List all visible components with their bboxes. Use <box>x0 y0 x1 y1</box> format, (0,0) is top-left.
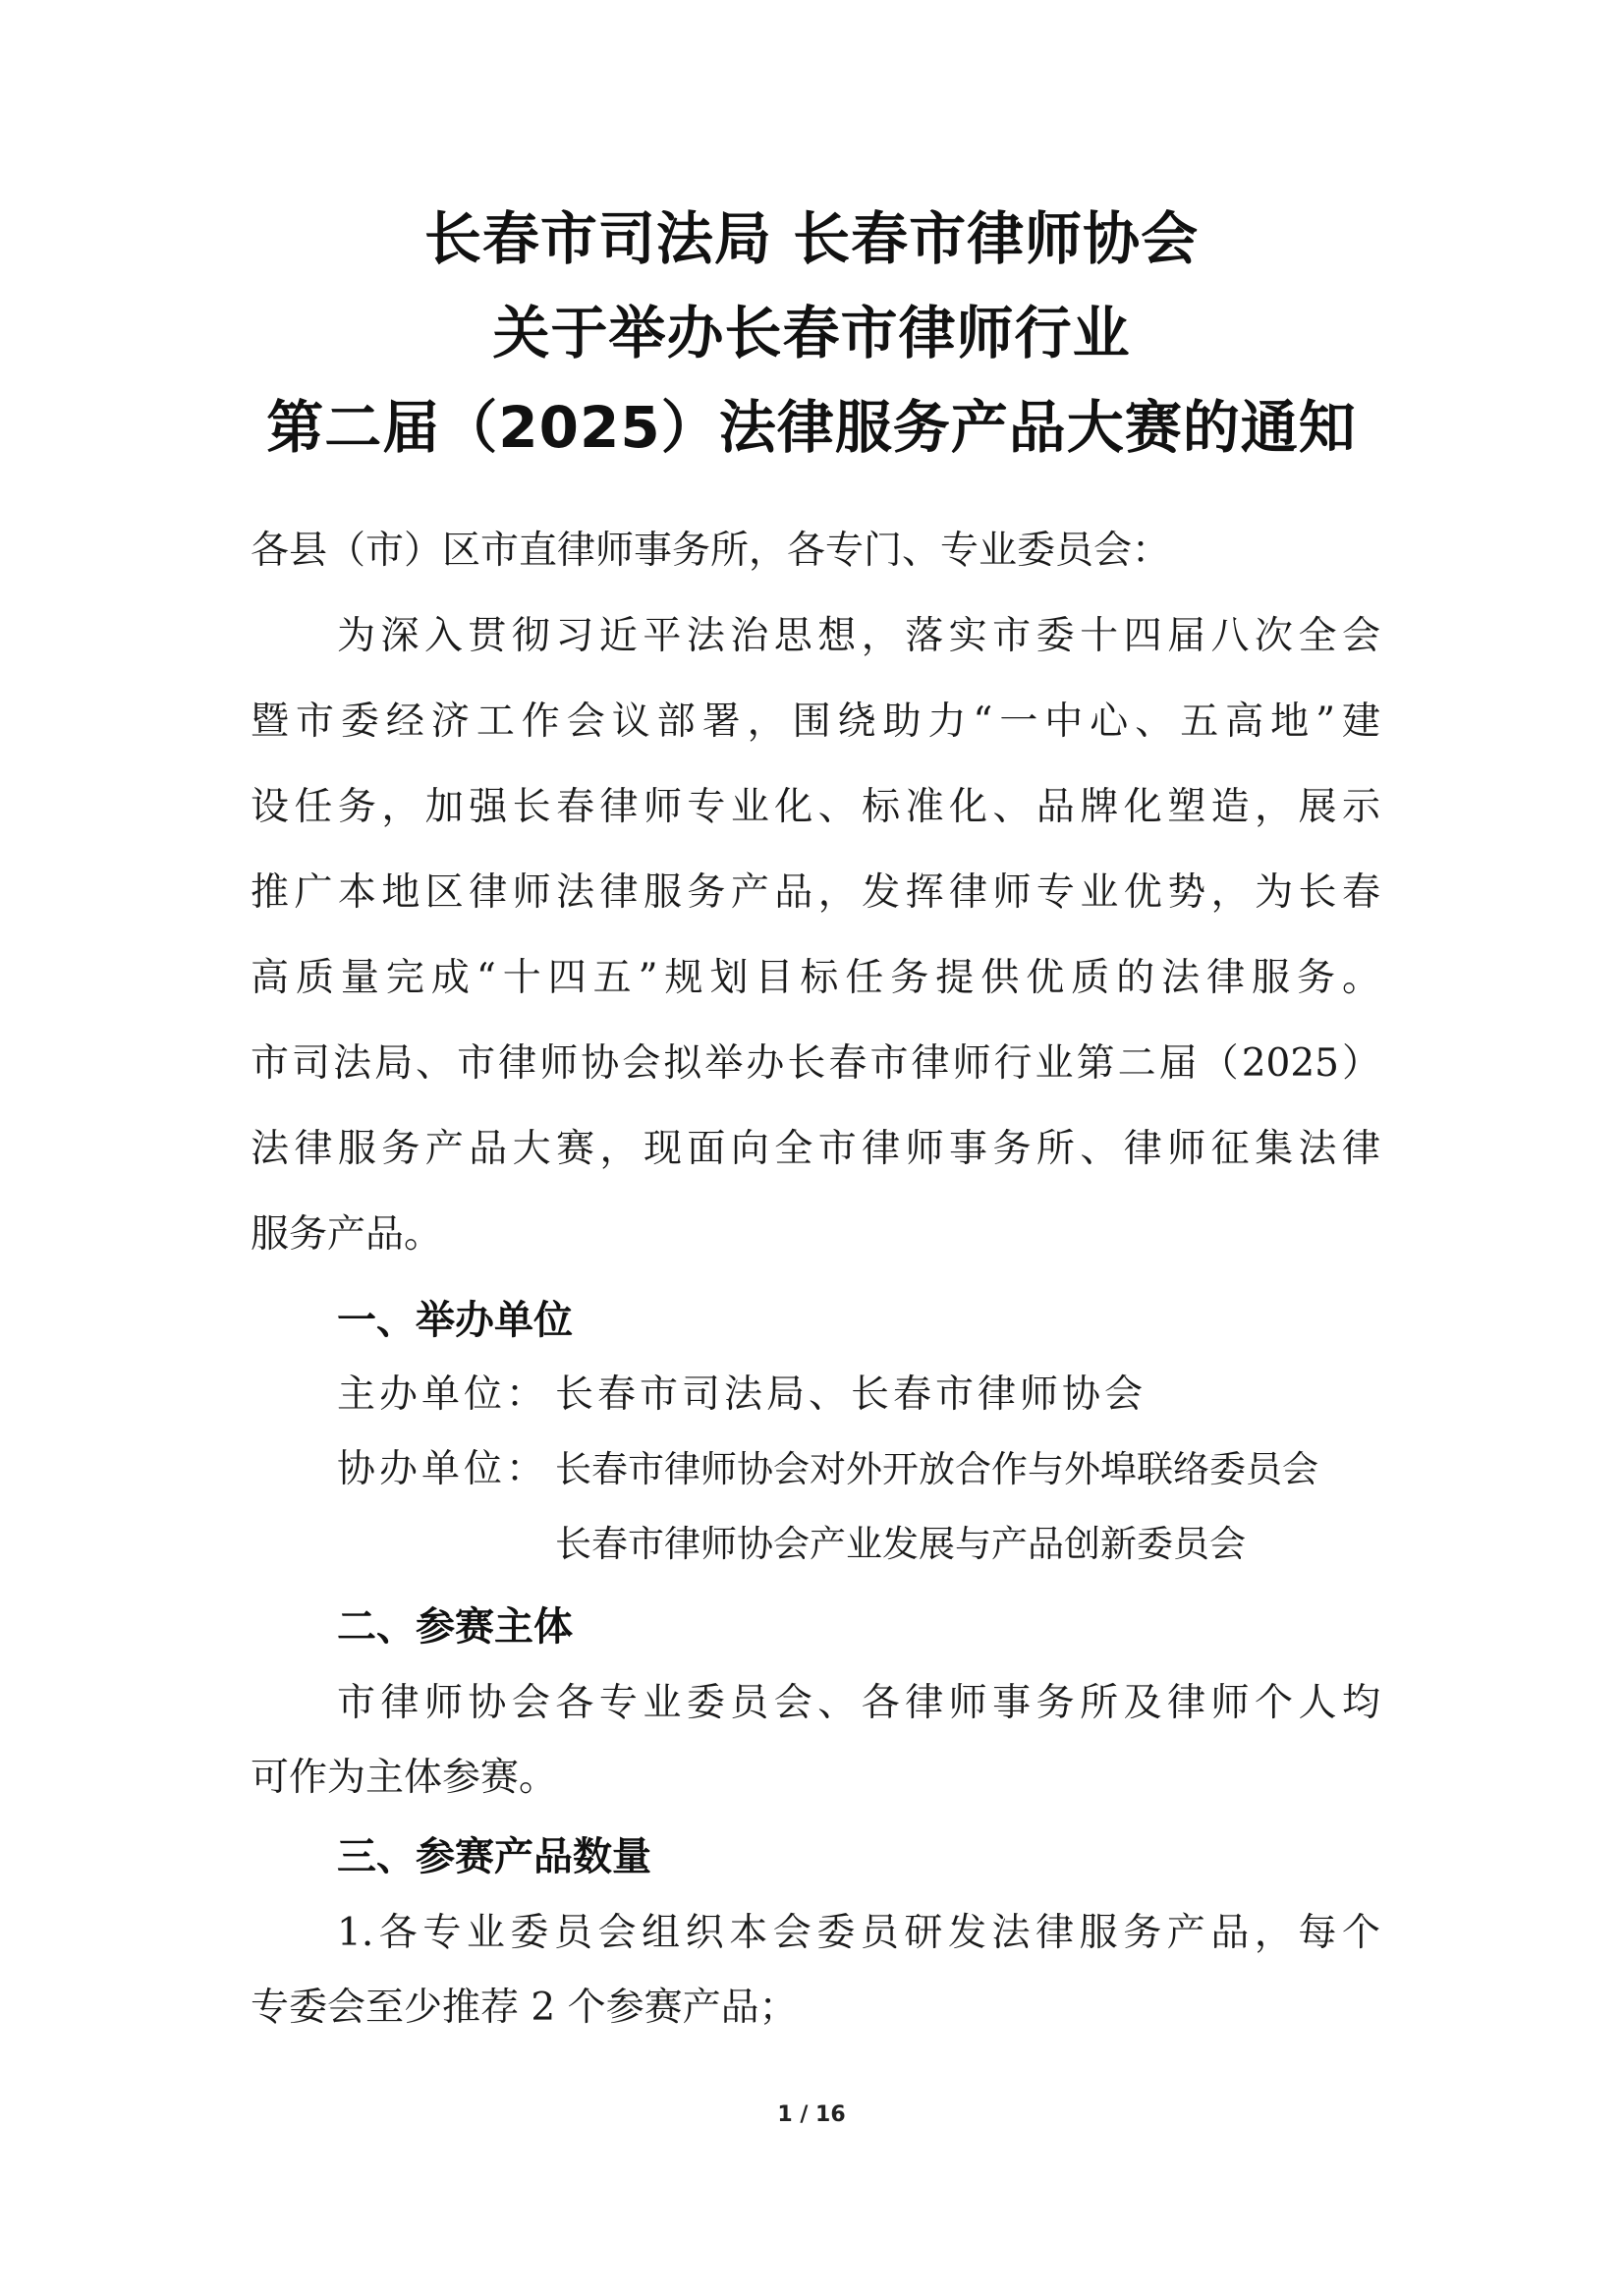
participants-line: 可作为主体参赛。 <box>251 1756 558 1800</box>
section-heading-organizers: 一、举办单位 <box>337 1298 573 1343</box>
product-count-line: 专委会至少推荐 2 个参赛产品； <box>251 1986 798 2030</box>
co-organizer-value: 长春市律师协会对外开放合作与外埠联络委员会 <box>555 1448 1318 1490</box>
intro-line: 服务产品。 <box>251 1212 443 1257</box>
intro-line: 市司法局、市律师协会拟举办长春市律师行业第二届（2025） <box>251 1041 1380 1086</box>
host-value: 长春市司法局、长春市律师协会 <box>555 1372 1147 1417</box>
section-heading-product-count: 三、参赛产品数量 <box>337 1834 651 1879</box>
intro-line: 为深入贯彻习近平法治思想，落实市委十四届八次全会 <box>337 614 1380 658</box>
intro-line: 高质量完成“十四五”规划目标任务提供优质的法律服务。 <box>251 956 1380 1000</box>
intro-line: 推广本地区律师法律服务产品，发挥律师专业优势，为长春 <box>251 870 1380 915</box>
participants-line: 市律师协会各专业委员会、各律师事务所及律师个人均 <box>337 1681 1380 1725</box>
co-organizer-value: 长春市律师协会产业发展与产品创新委员会 <box>555 1523 1246 1565</box>
co-organizer-label: 协办单位： <box>337 1447 549 1491</box>
salutation: 各县（市）区市直律师事务所，各专门、专业委员会： <box>251 529 1171 573</box>
document-title <box>0 192 1623 475</box>
section-heading-participants: 二、参赛主体 <box>337 1604 573 1650</box>
title-line-1: 长春市司法局 长春市律师协会 <box>423 205 1200 272</box>
title-line-3: 第二届（2025）法律服务产品大赛的通知 <box>266 394 1357 461</box>
page-number: 1 / 16 <box>777 2102 846 2127</box>
intro-line: 暨市委经济工作会议部署，围绕助力“一中心、五高地”建 <box>251 700 1380 744</box>
intro-line: 设任务，加强长春律师专业化、标准化、品牌化塑造，展示 <box>251 785 1380 829</box>
host-label: 主办单位： <box>337 1372 549 1417</box>
intro-line: 法律服务产品大赛，现面向全市律师事务所、律师征集法律 <box>251 1127 1380 1171</box>
title-line-2: 关于举办长春市律师行业 <box>492 300 1131 366</box>
product-count-line: 1.各专业委员会组织本会委员研发法律服务产品，每个 <box>337 1911 1380 1955</box>
